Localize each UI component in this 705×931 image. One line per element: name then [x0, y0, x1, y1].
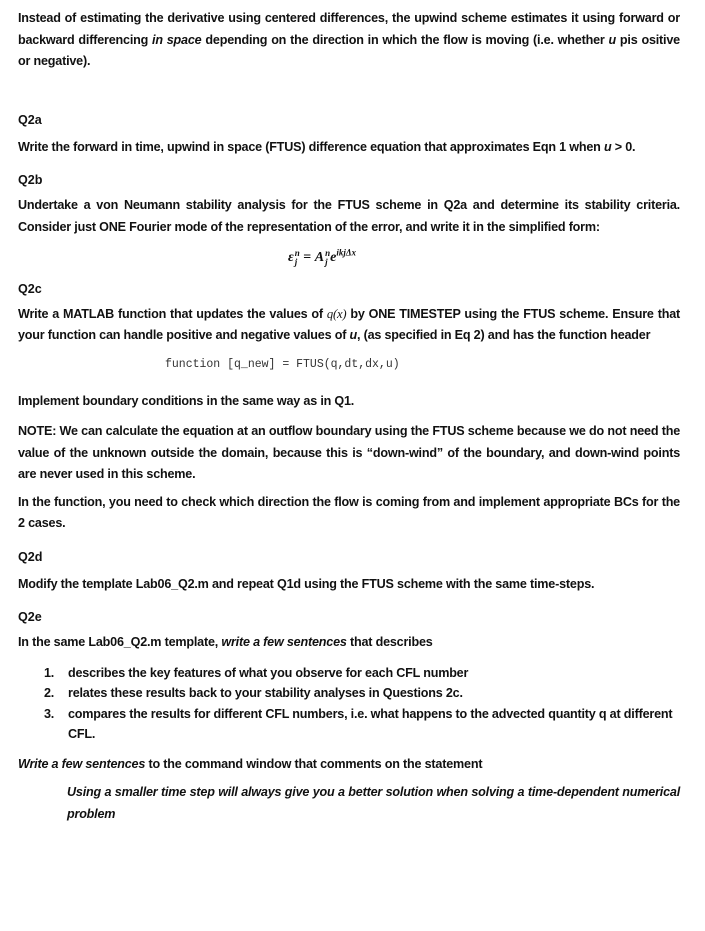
file-name: Lab06_Q2.m [88, 635, 162, 649]
eq-a-sub: j [325, 256, 328, 267]
q2a-text-end: > 0. [611, 140, 636, 154]
note-text: : We can calculate the equation at an outflow boundary using the FTUS scheme because we do not need the value of the unknown outside the domain, because this is “down-wind” of the boundary, and down-wind points are never used in this scheme. [18, 424, 680, 481]
eq-exponent: ikjΔx [336, 247, 356, 258]
function-header-code: function [q_new] = FTUS(q,dt,dx,u) [165, 357, 400, 371]
q2e-list [44, 663, 680, 745]
q2c-paragraph [18, 304, 680, 347]
intro-paragraph [18, 8, 680, 73]
heading-q2c: Q2c [18, 282, 42, 296]
fourier-mode-equation [288, 245, 680, 270]
q2a-text: Write the forward in time, upwind in space (FTUS) difference equation that approximates Eqn 1 when [18, 140, 604, 154]
list-number: 2. [44, 686, 55, 700]
intro-text-3: pis ositive or negative). [18, 32, 680, 68]
heading-q2b: Q2b [18, 172, 43, 187]
modify-word: Modify [18, 577, 58, 591]
file-name: Lab06_Q2.m [135, 577, 209, 591]
q2d-text: the template [57, 577, 136, 591]
q2b-paragraph: Undertake a von Neumann stability analysis for the FTUS scheme in Q2a and determine its stability criteria. Consider just ONE Fourier mode of the representation of the error, and write it in the simplified form: [18, 198, 680, 234]
note-label: NOTE [18, 424, 53, 438]
eq-epsilon: ε [288, 250, 294, 265]
heading-q2e: Q2e [18, 609, 42, 624]
eq-e: e [330, 250, 337, 265]
intro-text-2: depending on the direction in which the flow is moving (i.e. whether [201, 32, 609, 47]
list-item [44, 683, 680, 704]
eq-sub: j [294, 256, 298, 267]
q2e-paragraph [18, 632, 680, 654]
eq-a: A [314, 250, 325, 265]
bc-paragraph: Implement boundary conditions in the same way as in Q1. [18, 393, 355, 408]
list-text: compares the results for different CFL numbers, i.e. what happens to the advected quantity q at different CFL. [68, 706, 673, 741]
q2a-paragraph [18, 137, 680, 159]
q2c-text: Write a MATLAB function that updates the values of [18, 306, 327, 321]
var-u: u [603, 140, 612, 154]
eq-equals: = [299, 250, 315, 265]
q2e-text: In the same [18, 635, 89, 649]
q1d-ref: Q1d [276, 577, 301, 591]
heading-q2d: Q2d [18, 549, 43, 564]
list-item [44, 663, 680, 684]
q2d-text-2: and repeat [208, 577, 277, 591]
write-paragraph [18, 754, 680, 776]
eq-sup: n [294, 247, 300, 258]
note-paragraph [18, 421, 680, 486]
q2e-italic: write a few sentences [221, 635, 347, 649]
var-u: u [608, 32, 616, 47]
list-text: describes the key features of what you observe for each CFL number [68, 665, 469, 680]
statement-quote: Using a smaller time step will always give you a better solution when solving a time-dependent numerical problem [67, 785, 680, 821]
check-paragraph: In the function, you need to check which direction the flow is coming from and implement appropriate BCs for the 2 cases. [18, 494, 680, 530]
list-text: relates these results back to your stability analyses in Questions 2c. [68, 686, 463, 700]
list-number: 1. [44, 665, 55, 680]
q2d-text-3: using the FTUS scheme with the same time-steps. [300, 577, 595, 591]
list-number: 3. [44, 706, 55, 721]
q2c-text-2: by ONE TIMESTEP using the FTUS scheme. Ensure that your function can handle positive and negative values of [18, 306, 680, 342]
heading-q2a: Q2a [18, 112, 42, 127]
var-qx: q(x) [326, 306, 347, 321]
q2e-text-2: template, [161, 635, 222, 649]
var-u: u [349, 328, 357, 342]
q2c-text-3: , (as specified in Eq 2) and has the function header [357, 328, 651, 342]
q2e-text-3: that describes [346, 635, 433, 649]
q2d-paragraph [18, 574, 680, 596]
write-italic: Write a few sentences [18, 756, 146, 771]
write-text: to the command window that comments on the statement [145, 756, 483, 771]
intro-italic: in space [152, 32, 202, 47]
eq-a-sup: n [325, 247, 331, 258]
intro-text: Instead of estimating the derivative using centered differences, the upwind scheme estimates it using forward or backward differencing [18, 11, 680, 47]
list-item [44, 704, 680, 745]
